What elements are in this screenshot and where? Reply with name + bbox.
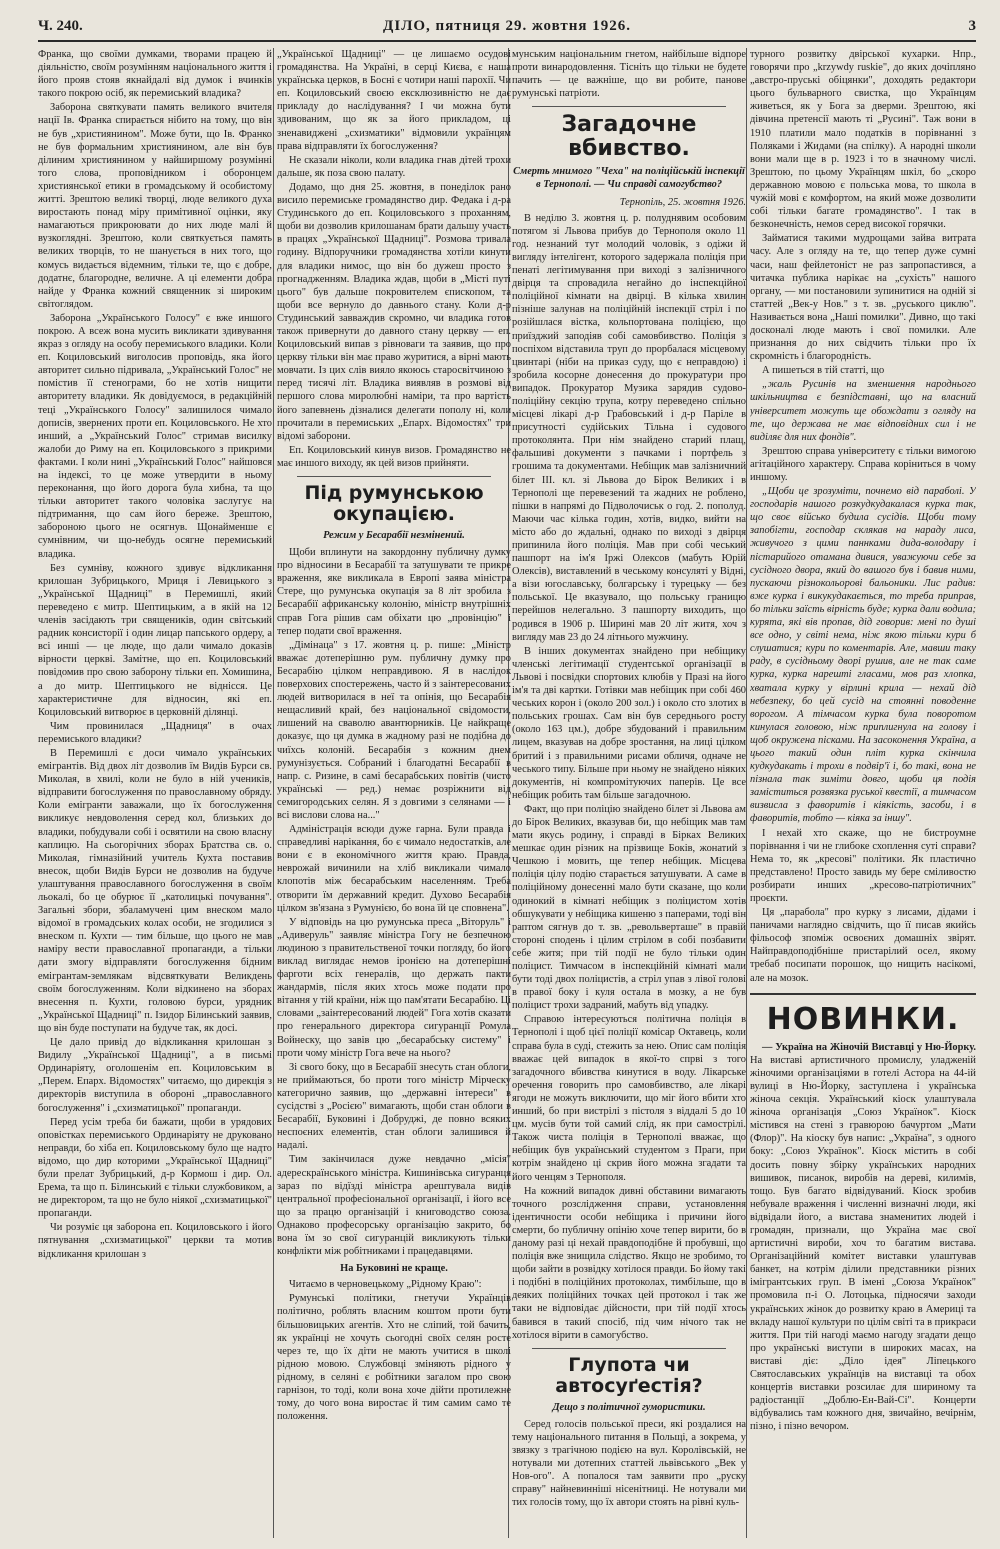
paragraph: Зі свого боку, що в Бесарабії знесуть стан облоги, не приймаються, бо проти того міністр Мірческу категорично заявив, що „державні інтереси" в сусідстві з „Росією" вимагають, щоби стан облоги в Бесарабії, Буковині і Добруджі, де повно всяких неспоєних елементів, стан облоги залишився й надалі.	[277, 1061, 511, 1152]
article-subheadline: Режим у Бесарабії незмінений.	[323, 530, 465, 541]
paragraph: Ця „парабола" про курку з лисами, дідами і паничами наглядно свідчить, що її писав якийсь фільософ зпоміж освоєних домашніх звірят. Найправдоподібніше пристарілий осел, якому требаб посипати порошок, що нищить насікомі, але на мозок.	[750, 907, 976, 984]
paragraph: „Української Щадниці" — це лишаємо осудові громадянства. На Україні, в серці Києва, є наша українська церков, в Босні є чотири наші парохії. Чи еп. Коциловський своєю ексклюзивністю не дає прикладу до наслідування? І чи можна бути здивованим, що як за його прикладом, ці зненавиджені „схизматики" відмовили українцям права відправляти їх богослуження?	[277, 49, 511, 152]
paragraph: Еп. Коциловський кинув визов. Громадянство не має иншого виходу, як цей визов прийняти.	[277, 444, 511, 469]
paragraph: В інших документах знайдено при небіщику членські легітимації студентської організації в Львові і посвідки спортових клюбів у Празі на його ім'я та дві картки. Готівки мав небіщик при собі 460 чеських корон і (около 200 зол.) і около сто злотих в польських грошах. Сам він був середнього росту (около 163 цм.), добре збудований і правильним лицем, вказував на добре зростання, на лиці цілком бритий і з правильними рисами обличя, одначе не чеського типу. Більше при ньому не знайдено ніяких документів, ні компромітуючих паперів. Це все небіщик робить там більше загадочною.	[512, 645, 746, 801]
page-marker: Ч. 240.	[38, 18, 83, 34]
paragraph: І нехай хто скаже, що не бистроумне порівнання і чи не глибоке схоплення суті справи? Нема то, як „кресові" політики. Як пластично представлено! Просто завидь му бере сміливостю розбирати инших „кресово-патріотичних" проєкти.	[750, 827, 976, 904]
section-subheading: На Буковині не краще.	[340, 1263, 448, 1275]
article-divider	[532, 1348, 726, 1349]
article-subheadline: Дещо з політичної гумористики.	[552, 1401, 706, 1413]
column-divider	[746, 48, 747, 1538]
paragraph: Чим провинилася „Щадниця" в очах перемиського владики?	[38, 720, 272, 745]
paragraph: Заборона „Українського Голосу" є вже иншого покрою. А всеж вона мусить викликати здивування якраз з огляду на особу перемиського владики. Коли еп. Коциловський виголосив проповідь, яка його авторитет сильно підривала, „Український Голос" не помістив її стенограми, бо не хотів нищити авторитету владики. Як довідуємося, в редакційній теці „Українського Голосу" залишилося чимало дописів, звернених проти еп. Коциловського. Не хто инший, а „Український Голос" стримав висилку жалоби до Риму на еп. Коциловського з прикрими фактами. І коли нині „Український Голос" найшовся на індексі, то це може утвердити в ньому переконання, що його дорога була хибна, та що тільки авторитет такого чоловіка заслугує на підтримання, що сам його береже. Зрештою, забороною цього не осягнув. Щонайменше є сумнівним, чи що-небудь осягне перемиський владика.	[38, 312, 272, 560]
paragraph: Заборона святкувати память великого вчителя нації Ів. Франка спирається нібито на тому, що він не був „християнином". Може бути, що Ів. Франко не був формальним християнином, але він був ділиним християнином у найширшому розумінні того слова, проповідником і оборонцем християнської етики в громадському й особистому житті. Зрештою великі творці, люде великого духа виростають понад міру примітивної оцінки, яку намагаються прикроювати до них люде малі й вузкоглядні. Зрештою, коли святкується память великих творців, то не шанується в них того, що комусь видається відемним, тільки те, що є добре, додатнє, благородне, величне. А ці елементи добра найде у Франка кожний священник зі широким світоглядом.	[38, 102, 272, 310]
paragraph: Читаємо в черновецькому „Рідному Краю":	[289, 1279, 482, 1291]
column-divider	[273, 48, 274, 1538]
paragraph: Це дало привід до відкликання крилошан з Видилу „Української Щадниці", а в письмі Ординаріяту, оголошенім еп. Коциловським в „Перем. Епарх. Відомостях" читаємо, що дирекція з директорів виступила в обороні „православного богослуження" і „схизматицької" пропаганди.	[38, 1037, 272, 1114]
column-4	[750, 48, 976, 1538]
paragraph: Факт, що при поліцію знайдено білет зі Львова ам до Бірок Великих, вказував би, що небіщик мав там мати якусь родину, і справді в Бірках Великих мешкає один різник на прізвище Боків, жонатий з Чешкою і мовить, ще тепер небіщик. Місцева поліція цілу подію старається затушувати. А саме в поліційному донесенні мало бути сказане, що коли одинокий в кімнаті небіщик з поліцистом хотів обшукувати у небіщика кишеню з паперами, тоді він раптом сягнув до т. зв. „револьверташе" в правій стороні сподень і цілим стрілом в собі позбавити себе житя; при тій події не було тільки один поліцист. Тимчасом в інспекційній кімнаті мали бути тоді двох поліцистів, а стріл упав з лівої голові в правої боку і куля остала в мозку, а не був поліцист трохи задраний, мабуть від упадку.	[512, 803, 746, 1012]
paragraph: Перед усім треба би бажати, щоби в урядових оповістках перемиського Ординаріяту не друковано неправди, бо хіба еп. Коциловському було ще надто відомо, що дир которими „Української Щадниці" були прелат Зубрицький, д-р Кормош і дир. Ол. Ерема, та що п. Білинський є тільки службовиком, а не директором, та що не було ніякої „схизматицької" пропаганди.	[38, 1116, 272, 1220]
paragraph: Румунські політики, гнетучи Українців політично, роблять власним коштом проти бути більшовицьких агентів. Хто не сліпий, той бачить, як українці не хочуть сьогодні своїх селян росте через те, що їх діти не мають учитися в школі рідною мовою. Службовці зміняють рідного у рідному, в селяні є робітники загалом про свою гарнізон, то тоді, коли вона хоче дійти протилежне тому, до чого вона виростає й тим самим само те положення.	[277, 1293, 511, 1423]
quote: „Щоби це зрозуміти, почнемо від параболі. У господарів нашого розкудкудакалася курка так, що своє військо будила сусідів. Щоби тому запобігти, господар склякав на нараду лиса, живучого з цими паннками дида-володару і пістарийого отамана дивися, уважуючи себе за сусідного двора, який до вашого був і бавив ними, пускаючи різнокольорові бальоники. Лис радив: вже курка і викукудакається, то треба приправ, бо тільки заїсть вірність буде; курка дали водила; курята, які вів пропав, дід говорив: мені по душі все одно, у світі нема, ніж якою тільки кури б слушатися; кури по коментарів. Але, мавши таку раду, в сусідньому дворі рушив, але не так саме курка, курка нарешті гласами, мов раз хлопка, хватала курку у вірлині крила — нехай дід небезпеку, бо цей сусід на стоянні поводенне ворогом. А тімчасом курка була поворотом кинулася головою, ніж приплигнула на голову і щоб окружена пісками. На засоконення Україна, а цього такий один пліт курка скінчила кудкудакать і трохи в подвір'ї і, бо такі, вона не пізнала так зиміти довго, щоби ця подія заміститься розвязка руської квестії, а тимчасом визвисла з фаворитів і кіякість, засоби, і в фаворитів, тобто — кіяка за іншу".	[750, 486, 976, 825]
section-divider	[750, 993, 976, 995]
paragraph: Справою інтересуються політична поліція в Тернополі і щоб цієї поліції комісар Октавець, коли справа була в суді, стежить за нею. Опис сам поліція вважає цей випадок в якої-то спрві з того загадочного вбивства кинутися в воду. Лікарське оречення говорить про самовбивство, але лікарі ягоди не можуть виключити, що міг його вбити хто инший, бо при вистрілі з пістоля з віддалі 5 до 10 цм. мусів бути той самий слід, як при самострілі. Також чиста поліція в Тернополі вважає, що небіщик був український студентом з Праги, при котрім знайдено ці скрив його можна згадати та його ченцям з Тернополя.	[512, 1014, 746, 1183]
news-item-title: — Україна на Жіночій Виставці у Ню-Йорку.	[762, 1041, 976, 1053]
column-2	[277, 48, 511, 1538]
paragraph: Франка, що своїми думками, творами працею й діяльністю, своїм розумінням національного життя і його прояв стояв якнайдалі від думок і вчинків такого покрою осіб, як перемиський владика?	[38, 49, 272, 100]
dateline: Тернопіль, 25. жовтня 1926.	[619, 196, 746, 208]
paragraph: Займатися такими мудрощами зайва витрата часу. Але з огляду на те, що тепер дуже сумні часи, наш фейлетоніст не раз запропастився, а читачка публика нарікає на „сухість" нашого органу, — ми постановили зупинитися на одній зі статтей „Век-у Нов." з т. зв. „руського циклю". Називається вона „Наші помилки". Дивно, що такі досконалі люде мають і свої помилки. Але признання до них свідчить тільки про їх скромність і благородність.	[750, 233, 976, 363]
column-3	[512, 48, 746, 1538]
article-divider	[297, 476, 491, 477]
news-item-text: На виставі артистичного промислу, уладженій жіночими організаціями в готелі Астора на 44-ій вулиці в Ню-Йорку, заступлена і українська жіноча секція. Український кіоск улаштувала жіноча організація „Союз Українок". Кіоск містився на стені з гравюрою бачуртом „Мати (Флор)". На кіоску був напис: „Україна", з одного боку: „Союз Українок". Кіоск містить в собі досить повну збірку українських народних вишивок, писанок, виробів на дереві, килимів, тощо. Був багато відвідуваний. Кіоск зробив небувале враження і численні визначні люди, які відвідали його, а вистава знаменитих людей і громадян, признали, що Україна має свої артистичні вироби, хоч то багатим вистава. Організаційний комітет виставки улаштував банкет, на котрім ділили представники різних імігрантських груп. В імені „Союза Українок" промовила п-і О. Лотоцька, підносячи заходи українських жінок до розвитку краю в Америці та вкладу нашої культури по цілім світі та в прикраси життя. При тій нагоді маємо нагоду згадати дещо про українські виступи в широких масах, на виставі діє: „Діло ідея" Ліпецького Святославських українців на виставці та обох концертів виставки розсилає для шириному та радіостанції „Доблю-Ен-Вай-Сі". Концерти відбувались там кожного дня, звичайно, вечірнім, пізно, і пізно вечором.	[750, 1054, 976, 1433]
article-subheadline: Смерть мнимого "Чеха" на поліційській інспекції в Тернополі. — Чи справді самогубство?	[513, 166, 745, 191]
paragraph: турного розвитку двірської кухарки. Нпр., говорячи про „krzywdy ruskie", до яких дочіпляно „австро-пруські обіцянки", доходять редактори цього бульварного свистка, що Українцям живеться, як у Бога за дверми. Зрештою, які дівчина претенсії мають ті „Русині". Таж вони в 1910 платили мало податків в порівнанні з Поляками і Жидами (на спілку). А народні школи вони мали ще в р. 1923 і то в значному числі. Зрештою, по цьому Українцям шкіл, бо „скоро державною мовою є польська мова, то школа в чужій мові є комфортом, на який може дозволити собі тільки багате громадянство". І так в безконечність, немов серед високої горячки.	[750, 49, 976, 231]
paragraph: Чи розуміє ця заборона еп. Коциловського і його пятнування „схизматицької" церкви та мотив відкликання крилошан з	[38, 1222, 272, 1260]
paragraph: Серед голосів польської преси, які роздалися на тему національного питання в Польщі, а зокрема, у звязку з трагічною подією на вул. Королівській, не нотували ми дотепних статтей львівського „Век у Нов-ого". А попалося там заявити про „руску справу" найневинніші нісенітниці. Не нотували ми тих голосів тому, що їх автори стоять на рівні куль-	[512, 1418, 746, 1509]
paragraph: Тим закінчилася дуже невдачно „місія" адерескраїнського міністра. Кишинівська сигуранця зараз по відїзді міністра арештувала видів центральної професіональної організації, і його все що за працю організацій і книговодство союза. Однаково професорську організацію закрито, бо вона їм зо свої сигуранцій викликують тільки конфлікти між робітниками і працедавцями.	[277, 1154, 511, 1258]
article-divider	[532, 106, 726, 107]
article-headline: Загадочне вбивство.	[561, 112, 697, 162]
column-1	[38, 48, 272, 1538]
paragraph: В Перемишлі є доси чимало українських емігрантів. Від двох літ дозволив їм Видів Бурси св. Миколая, в хвилі, коли не було в ній учеників, відправити богослуження по православному обряду. Коли емігранти заважали, що їх богослуження викликує невдоволення серед кол, близьких до владики, побудували собі і освятили на свою власну каплицю. На сьогорічних зборах Братства св. о. Миколая, гімназійний учитель Кухта поставив внесок, щоби Видів Бурси не дозволив на будуче улаштування православного богослуження в своїм льокалі, бо це обурює її „католицькі почування". Загальні збори, збаламучені цим внеском мало відомої в громадських колах особи, не згодилися з внеском п. Кухти — тим більше, що цього не мав наміру вести православної пропаганди, а тільки дати змогу відправляти богослуження бідним емігрантам-землякам відсвяткувати Великдень своїм богослуженням. Коли відкинено на зборах внесення п. Кухти, головою бурси, урядник „Української Щадниці" п. Ізидор Білинський заявив, що він буде поступати на будуче так, як досі.	[38, 747, 272, 1034]
paragraph: мунським національним гнетом, найбільше відпоре проти винародовлення. Тісніть що тільки не будете пачить — це важніше, що ви робите, панове румунські патріоти.	[512, 49, 746, 100]
quote: „жаль Русинів на зменшення народнього шкільництва є безпідставні, що на власний університет можуть ще обождати з огляду на те, що держава не має відповідних сил і не виділяє для них фондів".	[750, 379, 976, 443]
paragraph: У відповідь на цю румунська преса „Віторуль" і „Адиверуль" заявляє міністра Гогу не безпечною людиною з правительственої точки погляду, бо його виклад виглядає немов іронією на дотеперішні фарготи всіх генералів, що держать пакти жандармів, після яких хтось може подати про вітання у тій країни, ніж що пам'ятати Бесарабію. Ці словами „заінтересований людей" Гога хотів сказати про генерального директора сигуранції Ромула Войнеску, що завів цю „бесарабську систему" і проти чому міністр Гога вече на нього?	[277, 916, 511, 1059]
masthead-rule	[38, 40, 976, 42]
section-headline: НОВИНКИ.	[766, 1001, 960, 1037]
paragraph: „Дімінаца" з 17. жовтня ц. р. пише: „Міністр вважає дотеперішню рум. публичну думку про Бесарабію цілком неправдивою. Я в наслідок поверхових спостережень, часто й з заінтересованих людей витворилася в неї та опінія, що Бесарабія нещасливий край, без національної свідомости, лишений на сваволю авантюрників. Це найкраще доказує, що ця думка в жадному разі не подібна до чиїхсь колоній. Бесарабія з кожним днем румунізується. Собраний і благодатні Бесарабії в напр. с. Ризине, в самі бесарабських повітів (чисто українські — ред.) немає розріжнити від семигородських селян. Я з довгими з селянами — і всі вислови слова на..."	[277, 639, 511, 821]
paragraph: Зрештою справа університету є тільки вимогою агітаційного характеру. Справа коріниться в чому иншому.	[750, 445, 976, 483]
paragraph: Додамо, що дня 25. жовтня, в понеділок рано висило перемиське громадянство дир. Федака і д-ра Студинського до еп. Коциловського з проханням, щоби ви дозволив крилошанам брати дальшу участь в працях „Української Щадниці". Розмова тривала годину. Відпоручники громадянства хотіли кинути для владики нимос, що він бо дужеш просто з прогнадженням. Владика ждав, щоби в „Місті путі цього" був дальше покровителем єпископом, та щоби все вернуло до давнього стану. Коли д-р Студинський завваждив скромно, чи владика готов також привернути до давного стану церкву — еп. Коциловський випав з рівноваги та заявив, що про церкву тільки він має право журитися, а вірні мають мовчати. Із цих слів вияло якоюсь старосвітчиною з перед тисячі літ. Владика виявляв в розмові від першого слова миролюбні наміри, та про вартість його запевнень дізналися делегати пополу ні, коли прочитали в перемиських „Епарх. Відомостях" три відомі заборони.	[277, 181, 511, 442]
paragraph: А пишеться в тій статті, що	[762, 365, 885, 377]
paragraph: В неділю 3. жовтня ц. р. полуднявим особовим потягом зі Львова прибув до Тернополя около 11 год. незнаний тут молодий чоловік, з одіжи й вигляду інтелігент, которого задержала поліція при пенаті легітимування при виході з залізничного двірця та спровадила негайно до інспекційної поліційної кімнати на двірці. В кілька хвилин пізніше залунав на поліційній інспекції стріл і по розійшлася вістка, кольпортована поліцією, що приїзджий заподіяв собі самовбивство. Поліція з поспіхом відставила труп до прорбалася місцевому цвинтарі (ніби на приказ суду, що є неправдою) і зробила косорне донесення до прокуратури про випадок. Прокуратор Музика зарядив судово-поліційну секцію трупа, котру переведено спільно місцеві лікарі д-р Грабовський і д-р Паріле в присутності судійських Тільна і судового протоколянта. При нім знайдено старий плащ, фальшиві документи з пачками і портфель з грошима та документами. Небіщик мав залізничний білет III. кл. зі Львова до Бірок Великих і в Тернополі ще перевезений та жадних не роблено, пішки в напрямі до Підволочиськ о год. 2. пополуд. Маючи час кілька годин, хотів, видко, вийти на місто або до ждальні, однако по виході з двірця припинила його поліція. Мав при собі чеський пашпорт на ім'я Іржі Олексов (мабуть Юрій Олексів), виставлений в чеському консуляті у Відні, а візи югославську, болгарську і турецьку — без польської. Це вказувало, що польську границю перейшов нелегально. З пашпорту виходить, що родився в 1906 р. Ширині мав 20 літ житя, хоч з вигляду мав 23 до 24 літнього мужчину.	[512, 212, 746, 643]
paragraph: На кожний випадок дивні обставини вимагають точного розслідження справи, установлення ідентичности особи небіщика і причини його смерти, бо публичну опінію хоче тепер вирити, бо в даному разі ці нехай правдоподібне й пробувші, що поліція вже знищила слідство. Якщо не зробимо, то щоби зайти в розвідку хотілося правди. Бо йому такі і подібні в поліційних протоколах, тимбільше, що в деяких поліційних точках цей протокол і так же таки не відповідає дійсности, при тій події хтось бавився в такий спосіб, під чим нічого так не хотілося вірити в самогубство.	[512, 1185, 746, 1341]
article-headline: Під румунською окупацією.	[304, 482, 484, 525]
paragraph: Не сказали ніколи, коли владика гнав дітей трохи дальше, як поза свою палату.	[277, 154, 511, 179]
paragraph: Без сумніву, кожного здивує відкликання крилошан Зубрицького, Мриця і Левицького з „Української Щадниці" в Перемишлі, який переведено є митр. Шептицьким, а в якій на 12 членів засідають три священиків, один світський радник консисторії і один лицар папського ордеру, а всі инші — це люде, що дали чимало доказів вірности церкві. Замітне, що еп. Коциловський повідомив про свою заборону тільки еп. Хомишина, а до митр. Шептицького не віднісся. Це характеристичне для відносин, які еп. Коциловський витворює в церковній ділянці.	[38, 562, 272, 718]
masthead-title: ДІЛО, пятниця 29. жовтня 1926.	[383, 18, 631, 34]
paragraph: Адміністрація всюди дуже гарна. Були правда і справедливі нарікання, бо є чимало недостатків, але вони є в економічного життя краю. Правда, неврожай вичинили на хліб викликали чимало клопотів між бесарабським населенням. Треба отворити їм державний кредит. Духово Бесарабія цілком зв'язана з Румунією, бо вона їй це сповнена".	[277, 824, 511, 914]
paragraph: Щоби вплинути на закордонну публичну думку про відносини в Бесарабії та затушувати те прикре враження, яке викликала в Европі заява міністра Стере, що румунська окупація за 8 літ зробила з Бесарабії африканську колонію, міністр внутрішніх справ Гога рішив сам обіхати цю „провінцію" і тепер подати свої враження.	[277, 547, 511, 637]
article-headline: Глупота чи автосуґестія?	[555, 1353, 703, 1397]
page-number: 3	[968, 18, 976, 34]
